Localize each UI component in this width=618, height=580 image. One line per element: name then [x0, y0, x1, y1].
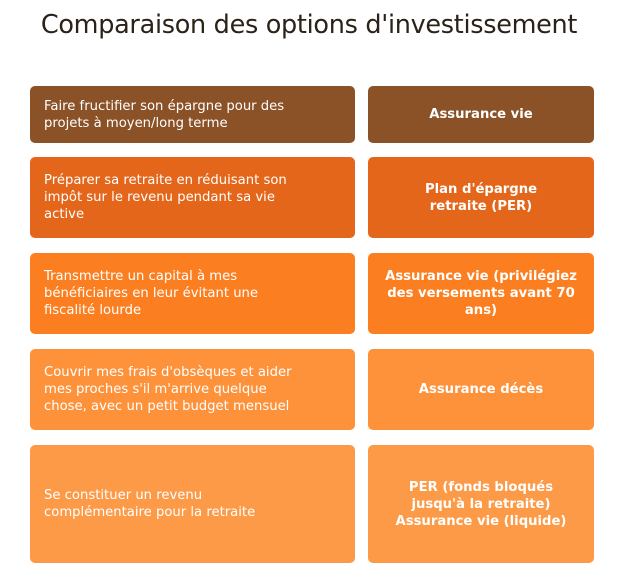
need-text: Préparer sa retraite en réduisant son impôt sur le revenu pendant sa vie active: [44, 173, 287, 222]
solution-text: Plan d'épargne retraite (PER): [424, 181, 538, 214]
solution-text: Assurance vie (privilégiez des versements avant 70 ans): [385, 269, 577, 318]
solution-cell: [368, 157, 594, 238]
solution-text: Assurance décès: [418, 382, 544, 397]
need-cell: [30, 349, 355, 430]
solution-text: PER (fonds bloqués jusqu'à la retraite) Assurance vie (liquide): [395, 479, 567, 529]
solution-text: Assurance vie: [429, 107, 533, 122]
comparison-row-funeral-cover: [30, 349, 594, 430]
solution-cell: [368, 445, 594, 563]
solution-cell: [368, 349, 594, 430]
comparison-row-additional-income: [30, 445, 594, 563]
need-text: Se constituer un revenu complémentaire pour la retraite: [44, 488, 256, 520]
page-title: Comparaison des options d'investissement: [40, 10, 578, 40]
comparison-row-transmission: [30, 253, 594, 334]
need-text: Faire fructifier son épargne pour des projets à moyen/long terme: [44, 98, 285, 131]
solution-cell: [368, 253, 594, 334]
solution-cell: [368, 86, 594, 143]
need-cell: [30, 253, 355, 334]
comparison-row-retirement-tax: [30, 157, 594, 238]
need-cell: [30, 86, 355, 143]
need-cell: [30, 157, 355, 238]
comparison-row-savings: [30, 86, 594, 143]
need-cell: [30, 445, 355, 563]
need-text: Transmettre un capital à mes bénéficiaires en leur évitant une fiscalité lourde: [44, 269, 259, 318]
need-text: Couvrir mes frais d'obsèques et aider mes proches s'il m'arrive quelque chose, avec un petit budget mensuel: [44, 365, 292, 414]
